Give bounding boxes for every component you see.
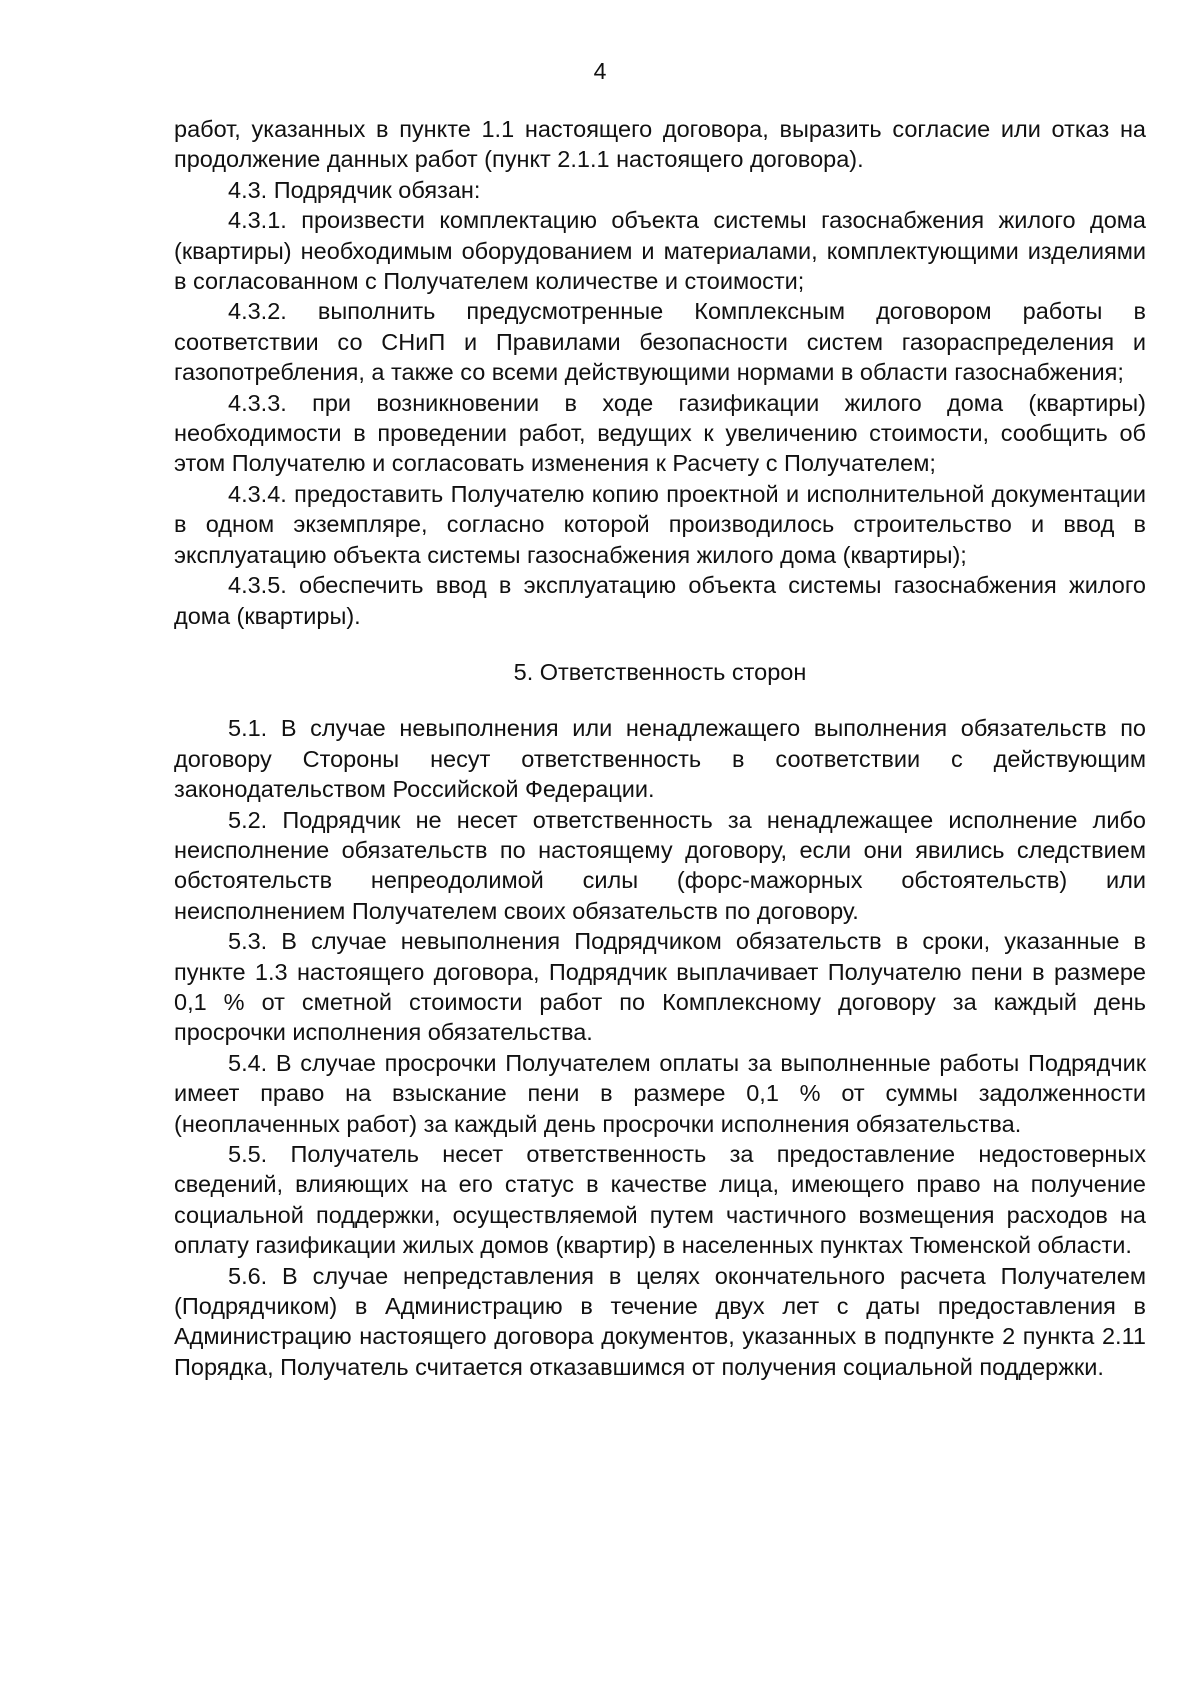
paragraph-4-3-3: 4.3.3. при возникновении в ходе газификации жилого дома (квартиры) необходимости в проведении работ, ведущих к увеличению стоимости, сообщить об этом Получателю и согласовать изменения к Расчету с Получателем;: [174, 389, 1146, 477]
page-number: 4: [593, 58, 607, 84]
paragraph-5-1: 5.1. В случае невыполнения или ненадлежащего выполнения обязательств по договору Стороны несут ответственность в соответствии с действующим законодательством Российской Федерации.: [174, 715, 1146, 803]
paragraph-4-3-5: 4.3.5. обеспечить ввод в эксплуатацию объекта системы газоснабжения жилого дома (квартиры).: [174, 572, 1146, 629]
paragraph-5-4: 5.4. В случае просрочки Получателем оплаты за выполненные работы Подрядчик имеет право на взыскание пени в размере 0,1 % от суммы задолженности (неоплаченных работ) за каждый день просрочки исполнения обязательства.: [174, 1049, 1146, 1137]
document-body: [174, 114, 1146, 1382]
paragraph-4-3: 4.3. Подрядчик обязан:: [228, 176, 481, 203]
paragraph-5-6: 5.6. В случае непредставления в целях окончательного расчета Получателем (Подрядчиком) в Администрацию в течение двух лет с даты предоставления в Администрацию настоящего договора документов, указанных в подпункте 2 пункта 2.11 Порядка, Получатель считается отказавшимся от получения социальной поддержки.: [174, 1262, 1146, 1380]
paragraph-5-2: 5.2. Подрядчик не несет ответственность за ненадлежащее исполнение либо неисполнение обязательств по настоящему договору, если они явились следствием обстоятельств непреодолимой силы (форс-мажорных обстоятельств) или неисполнением Получателем своих обязательств по договору.: [174, 806, 1146, 924]
paragraph-5-3: 5.3. В случае невыполнения Подрядчиком обязательств в сроки, указанные в пункте 1.3 настоящего договора, Подрядчик выплачивает Получателю пени в размере 0,1 % от сметной стоимости работ по Комплексному договору за каждый день просрочки исполнения обязательства.: [174, 928, 1146, 1046]
paragraph-4-3-2: 4.3.2. выполнить предусмотренные Комплексным договором работы в соответствии со СНиП и Правилами безопасности систем газораспределения и газопотребления, а также со всеми действующими нормами в области газоснабжения;: [174, 298, 1146, 386]
paragraph-4-3-1: 4.3.1. произвести комплектацию объекта системы газоснабжения жилого дома (квартиры) необходимым оборудованием и материалами, комплектующими изделиями в согласованном с Получателем количестве и стоимости;: [174, 207, 1146, 295]
section-title: 5. Ответственность сторон: [513, 658, 807, 685]
paragraph-continuation: работ, указанных в пункте 1.1 настоящего договора, выразить согласие или отказ на продолжение данных работ (пункт 2.1.1 настоящего договора).: [174, 116, 1146, 173]
paragraph-5-5: 5.5. Получатель несет ответственность за предоставление недостоверных сведений, влияющих на его статус в качестве лица, имеющего право на получение социальной поддержки, осуществляемой путем частичного возмещения расходов на оплату газификации жилых домов (квартир) в населенных пунктах Тюменской области.: [174, 1141, 1146, 1259]
paragraph-4-3-4: 4.3.4. предоставить Получателю копию проектной и исполнительной документации в одном экземпляре, согласно которой производилось строительство и ввод в эксплуатацию объекта системы газоснабжения жилого дома (квартиры);: [174, 480, 1146, 568]
